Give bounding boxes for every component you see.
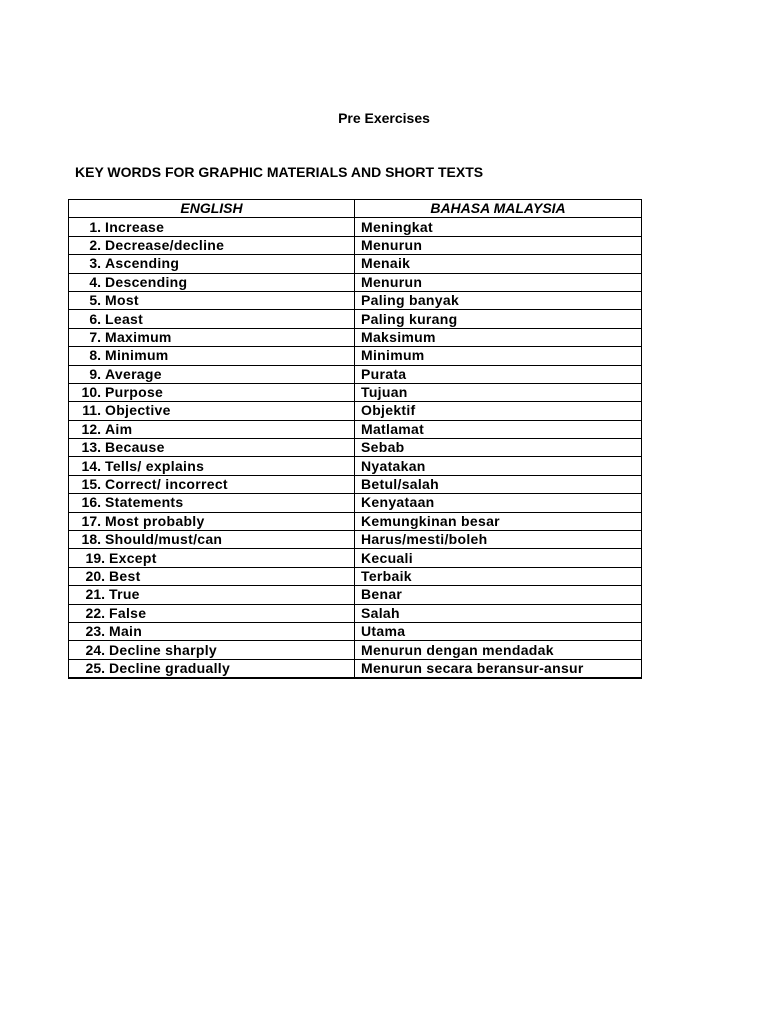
table-row bbox=[69, 402, 642, 420]
english-term: True bbox=[109, 586, 140, 603]
row-number: 4. bbox=[89, 273, 101, 290]
english-term-cell bbox=[69, 549, 355, 567]
english-term: Decrease/decline bbox=[105, 236, 225, 253]
malay-term: Objektif bbox=[361, 402, 416, 419]
english-term: Tells/ explains bbox=[105, 457, 205, 474]
malay-term: Paling banyak bbox=[361, 292, 460, 309]
malay-term-cell bbox=[355, 402, 642, 420]
english-term-cell bbox=[69, 328, 355, 346]
malay-term-cell bbox=[355, 457, 642, 475]
english-term-cell bbox=[69, 365, 355, 383]
table-row bbox=[69, 659, 642, 678]
malay-term-cell bbox=[355, 549, 642, 567]
malay-term: Maksimum bbox=[361, 328, 436, 345]
column-header-english: ENGLISH bbox=[69, 200, 355, 218]
table-row bbox=[69, 531, 642, 549]
malay-term-cell bbox=[355, 659, 642, 678]
english-term-cell bbox=[69, 531, 355, 549]
malay-term: Betul/salah bbox=[361, 476, 439, 493]
row-number: 24. bbox=[85, 641, 105, 658]
table-row bbox=[69, 383, 642, 401]
english-term-cell bbox=[69, 604, 355, 622]
malay-term: Menurun secara beransur-ansur bbox=[361, 659, 584, 676]
english-term-cell bbox=[69, 439, 355, 457]
english-term: Statements bbox=[105, 494, 184, 511]
malay-term-cell bbox=[355, 622, 642, 640]
english-term: Objective bbox=[105, 402, 171, 419]
table-row bbox=[69, 475, 642, 493]
english-term-cell bbox=[69, 347, 355, 365]
row-number: 8. bbox=[89, 347, 101, 364]
row-number: 21. bbox=[85, 586, 105, 603]
malay-term: Menurun dengan mendadak bbox=[361, 641, 554, 658]
malay-term-cell bbox=[355, 273, 642, 291]
row-number: 23. bbox=[85, 623, 105, 640]
table-row bbox=[69, 512, 642, 530]
english-term: Ascending bbox=[105, 255, 180, 272]
table-row bbox=[69, 457, 642, 475]
row-number: 25. bbox=[85, 659, 105, 676]
english-term-cell bbox=[69, 512, 355, 530]
malay-term-cell bbox=[355, 475, 642, 493]
english-term: False bbox=[109, 604, 147, 621]
row-number: 3. bbox=[89, 255, 101, 272]
row-number: 20. bbox=[85, 568, 105, 584]
malay-term: Menaik bbox=[361, 255, 411, 272]
row-number: 2. bbox=[89, 236, 101, 253]
row-number: 6. bbox=[89, 310, 101, 327]
row-number: 18. bbox=[81, 531, 101, 548]
row-number: 14. bbox=[81, 457, 101, 474]
english-term: Least bbox=[105, 310, 144, 327]
malay-term-cell bbox=[355, 310, 642, 328]
malay-term: Meningkat bbox=[361, 218, 433, 235]
malay-term-cell bbox=[355, 255, 642, 273]
malay-term-cell bbox=[355, 383, 642, 401]
malay-term: Salah bbox=[361, 604, 400, 621]
row-number: 11. bbox=[82, 402, 101, 419]
malay-term: Purata bbox=[361, 365, 407, 382]
malay-term-cell bbox=[355, 531, 642, 549]
row-number: 19. bbox=[85, 549, 105, 566]
table-row bbox=[69, 641, 642, 659]
malay-term: Nyatakan bbox=[361, 457, 426, 474]
malay-term-cell bbox=[355, 236, 642, 254]
malay-term: Utama bbox=[361, 623, 406, 640]
table-row bbox=[69, 273, 642, 291]
english-term-cell bbox=[69, 236, 355, 254]
english-term-cell bbox=[69, 273, 355, 291]
malay-term-cell bbox=[355, 494, 642, 512]
malay-term-cell bbox=[355, 365, 642, 383]
english-term-cell bbox=[69, 420, 355, 438]
table-body bbox=[69, 218, 642, 678]
english-term: Except bbox=[109, 549, 157, 566]
malay-term: Terbaik bbox=[361, 568, 412, 584]
english-term: Average bbox=[105, 365, 162, 382]
section-heading: KEY WORDS FOR GRAPHIC MATERIALS AND SHORT TEXTS bbox=[75, 164, 484, 180]
malay-term: Menurun bbox=[361, 236, 423, 253]
table-header-row bbox=[69, 200, 642, 218]
malay-term: Menurun bbox=[361, 273, 423, 290]
row-number: 9. bbox=[89, 365, 101, 382]
table-row bbox=[69, 255, 642, 273]
malay-term-cell bbox=[355, 439, 642, 457]
english-term: Because bbox=[105, 439, 165, 456]
row-number: 7. bbox=[89, 328, 101, 345]
english-term: Decline sharply bbox=[109, 641, 217, 658]
english-term-cell bbox=[69, 659, 355, 678]
english-term: Minimum bbox=[105, 347, 169, 364]
malay-term-cell bbox=[355, 604, 642, 622]
english-term-cell bbox=[69, 586, 355, 604]
table-row bbox=[69, 494, 642, 512]
row-number: 13. bbox=[81, 439, 101, 456]
english-term-cell bbox=[69, 567, 355, 585]
table-row bbox=[69, 347, 642, 365]
malay-term: Kecuali bbox=[361, 549, 413, 566]
english-term-cell bbox=[69, 457, 355, 475]
malay-term-cell bbox=[355, 328, 642, 346]
column-header-bahasa-malaysia: BAHASA MALAYSIA bbox=[355, 200, 642, 218]
table-row bbox=[69, 420, 642, 438]
malay-term-cell bbox=[355, 586, 642, 604]
english-term: Should/must/can bbox=[105, 531, 223, 548]
malay-term: Benar bbox=[361, 586, 403, 603]
malay-term-cell bbox=[355, 512, 642, 530]
table-row bbox=[69, 439, 642, 457]
table-row bbox=[69, 549, 642, 567]
row-number: 22. bbox=[85, 604, 105, 621]
malay-term-cell bbox=[355, 420, 642, 438]
table-row bbox=[69, 567, 642, 585]
english-term-cell bbox=[69, 402, 355, 420]
english-term-cell bbox=[69, 291, 355, 309]
malay-term: Matlamat bbox=[361, 420, 425, 437]
page-title: Pre Exercises bbox=[338, 110, 430, 126]
english-term-cell bbox=[69, 622, 355, 640]
malay-term: Paling kurang bbox=[361, 310, 458, 327]
english-term: Descending bbox=[105, 273, 188, 290]
english-term: Best bbox=[109, 568, 141, 584]
table-row bbox=[69, 365, 642, 383]
english-term-cell bbox=[69, 218, 355, 236]
english-term: Purpose bbox=[105, 384, 164, 401]
english-term: Most probably bbox=[105, 512, 205, 529]
english-term-cell bbox=[69, 383, 355, 401]
row-number: 1. bbox=[89, 218, 101, 235]
row-number: 10. bbox=[81, 384, 101, 401]
table-row bbox=[69, 236, 642, 254]
malay-term-cell bbox=[355, 641, 642, 659]
english-term-cell bbox=[69, 475, 355, 493]
malay-term-cell bbox=[355, 567, 642, 585]
table-row bbox=[69, 622, 642, 640]
row-number: 15. bbox=[81, 476, 101, 493]
malay-term: Kenyataan bbox=[361, 494, 435, 511]
english-term-cell bbox=[69, 494, 355, 512]
table-row bbox=[69, 291, 642, 309]
english-term: Correct/ incorrect bbox=[105, 476, 228, 493]
malay-term: Sebab bbox=[361, 439, 405, 456]
english-term-cell bbox=[69, 641, 355, 659]
english-term: Main bbox=[109, 623, 143, 640]
malay-term-cell bbox=[355, 218, 642, 236]
row-number: 12. bbox=[81, 420, 101, 437]
table-row bbox=[69, 218, 642, 236]
row-number: 5. bbox=[89, 292, 101, 309]
table-row bbox=[69, 310, 642, 328]
vocabulary-table bbox=[68, 199, 642, 679]
malay-term: Kemungkinan besar bbox=[361, 512, 500, 529]
malay-term-cell bbox=[355, 347, 642, 365]
table-row bbox=[69, 328, 642, 346]
malay-term: Harus/mesti/boleh bbox=[361, 531, 488, 548]
table-row bbox=[69, 586, 642, 604]
english-term: Most bbox=[105, 292, 139, 309]
malay-term: Tujuan bbox=[361, 384, 408, 401]
english-term: Maximum bbox=[105, 328, 172, 345]
malay-term-cell bbox=[355, 291, 642, 309]
english-term: Decline gradually bbox=[109, 659, 231, 676]
english-term: Aim bbox=[105, 420, 133, 437]
english-term: Increase bbox=[105, 218, 165, 235]
row-number: 16. bbox=[81, 494, 101, 511]
english-term-cell bbox=[69, 255, 355, 273]
malay-term: Minimum bbox=[361, 347, 425, 364]
english-term-cell bbox=[69, 310, 355, 328]
table-row bbox=[69, 604, 642, 622]
row-number: 17. bbox=[81, 512, 101, 529]
